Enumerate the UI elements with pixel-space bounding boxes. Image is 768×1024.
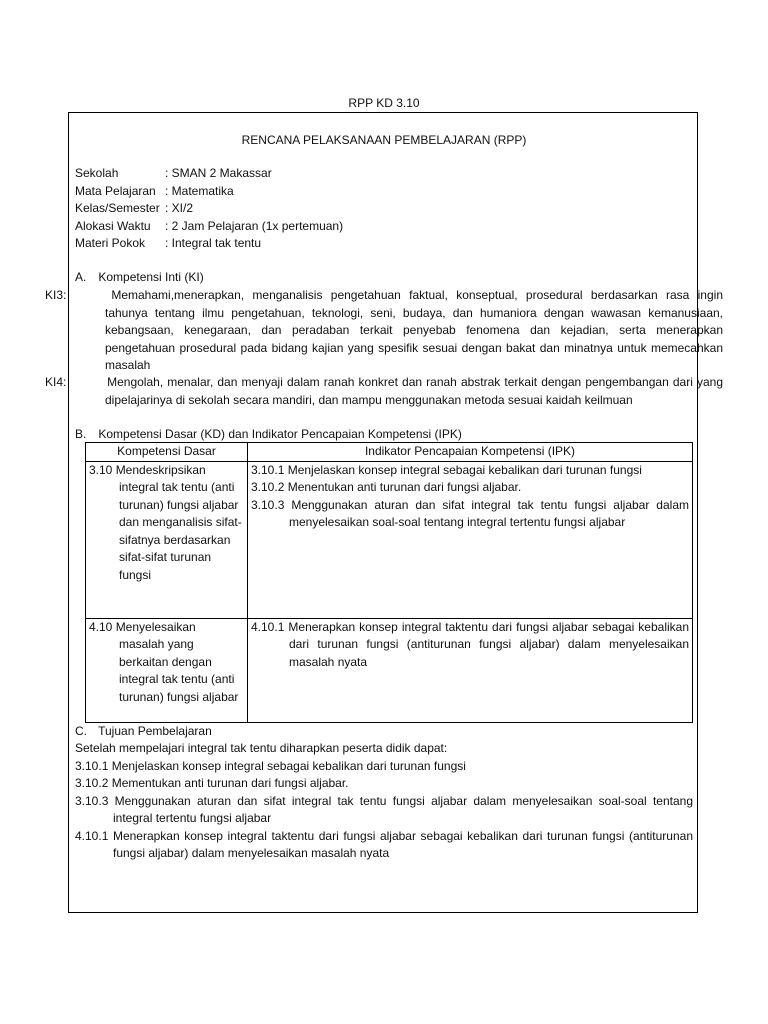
ipk-item: 3.10.3 Menggunakan aturan dan sifat integral tak tentu fungsi aljabar dalam menyelesaikan soal-soal tentang integral tertentu fungsi aljabar (251, 497, 689, 529)
info-label: Alokasi Waktu (75, 218, 151, 233)
document-header-title: RPP KD 3.10 (348, 96, 420, 110)
info-value: : XI/2 (165, 201, 194, 215)
objective-item: 3.10.2 Mementukan anti turunan dari fungsi aljabar. (75, 776, 349, 790)
kd-text: 4.10 Menyelesaikan masalah yang berkaitan dengan integral tak tentu (anti turunan) fungsi aljabar (89, 619, 239, 704)
kd-cell (86, 618, 248, 722)
table-row (86, 461, 693, 618)
section-a-heading (75, 269, 204, 287)
ipk-cell (248, 618, 693, 722)
info-value: : Integral tak tentu (165, 236, 262, 250)
ki4-label: KI4: (45, 375, 67, 389)
ki3-paragraph (45, 287, 723, 375)
info-label: Sekolah (75, 166, 119, 180)
section-title: Kompetensi Dasar (KD) dan Indikator Pencapaian Kompetensi (IPK) (98, 427, 462, 441)
ipk-cell (248, 461, 693, 618)
kd-ipk-table (85, 442, 693, 723)
info-row-time (75, 218, 343, 236)
section-number: B. (75, 427, 87, 441)
objective-item: 3.10.1 Menjelaskan konsep integral sebagai kebalikan dari turunan fungsi (75, 758, 466, 773)
kd-text: 3.10 Mendeskripsikan integral tak tentu (anti turunan) fungsi aljabar dan menganalisis sifat-sifatnya berdasarkan sifat-sifat turunan fungsi (89, 462, 242, 582)
objective-item: 4.10.1 Menerapkan konsep integral taktentu dari fungsi aljabar sebagai kebalikan dari turunan fungsi (antiturunan fungsi aljabar) dalam menyelesaikan masalah nyata (75, 828, 693, 860)
ipk-item: 3.10.2 Menentukan anti turunan dari fungsi aljabar. (251, 480, 522, 494)
info-label: Mata Pelajaran (75, 183, 156, 198)
school-info (75, 165, 343, 253)
ipk-item: 3.10.1 Menjelaskan konsep integral sebagai kebalikan dari turunan fungsi (251, 462, 642, 477)
info-value: : 2 Jam Pelajaran (1x pertemuan) (165, 218, 344, 233)
ki3-text: Memahami,menerapkan, menganalisis pengetahuan faktual, konseptual, prosedural berdasarkan rasa ingin tahunya tentang ilmu pengetahuan, teknologi, seni, budaya, dan humaniora dengan wawasan kemanusiaan, kebangsaan, kenegaraan, dan peradaban terkait penyebab fenomena dan kejadian, serta menerapkan pengetahuan prosedural pada bidang kajian yang spesifik sesuai dengan bakat dan minatnya untuk memecahkan masalah (105, 288, 723, 372)
info-label: Materi Pokok (75, 236, 146, 250)
info-label: Kelas/Semester (75, 201, 160, 215)
ki4-text: Mengolah, menalar, dan menyaji dalam ranah konkret dan ranah abstrak terkait dengan pengembangan dari yang dipelajarinya di sekolah secara mandiri, dan mampu menggunakan metoda sesuai kaidah keilmuan (105, 375, 723, 407)
column-header-ipk: Indikator Pencapaian Kompetensi (IPK) (248, 443, 693, 462)
table-header-row (86, 443, 693, 462)
rpp-title: RENCANA PELAKSANAAN PEMBELAJARAN (RPP) (241, 133, 527, 147)
section-b-heading (75, 426, 462, 444)
info-value: : Matematika (165, 183, 234, 198)
ki3-label: KI3: (45, 288, 67, 302)
info-row-subject (75, 183, 343, 201)
info-row-class (75, 200, 343, 218)
section-title: Kompetensi Inti (KI) (98, 270, 204, 284)
info-row-topic (75, 235, 343, 253)
ipk-item: 4.10.1 Menerapkan konsep integral taktentu dari fungsi aljabar sebagai kebalikan dari turunan fungsi (antiturunan fungsi aljabar) dalam menyelesaikan masalah nyata (251, 619, 689, 669)
column-header-kd: Kompetensi Dasar (86, 443, 248, 462)
ki4-paragraph (45, 374, 723, 409)
section-c-heading (75, 723, 212, 741)
section-number: A. (75, 270, 87, 284)
info-row-school (75, 165, 343, 183)
section-title: Tujuan Pembelajaran (98, 724, 212, 738)
section-number: C. (75, 724, 87, 738)
objectives-intro: Setelah mempelajari integral tak tentu diharapkan peserta didik dapat: (75, 741, 448, 755)
table-row (86, 618, 693, 722)
info-value: : SMAN 2 Makassar (165, 166, 272, 180)
objective-item: 3.10.3 Menggunakan aturan dan sifat integral tak tentu fungsi aljabar dalam menyelesaikan soal-soal tentang integral tertentu fungsi aljabar (75, 793, 693, 825)
kd-cell (86, 461, 248, 618)
learning-objectives (75, 740, 693, 863)
